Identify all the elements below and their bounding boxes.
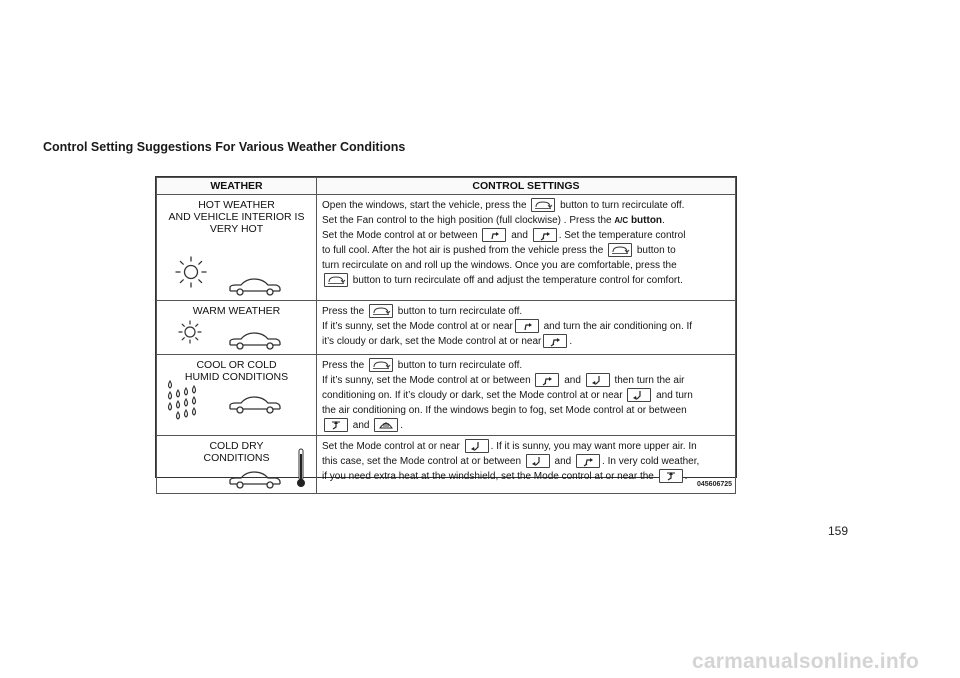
page-number: 159 [828,524,849,538]
control-cell-cool-humid [317,355,736,436]
header-control-settings: CONTROL SETTINGS [317,178,736,195]
table-row-hot [157,195,736,301]
control-line: If it’s sunny, set the Mode control at or between and then turn the air [322,375,685,386]
section-title: Control Setting Suggestions For Various Weather Conditions [43,140,406,154]
control-line: Open the windows, start the vehicle, press the button to turn recirculate off. [322,200,685,211]
table-row-warm [157,301,736,355]
recirculation-icon [369,358,393,372]
ac-label: A/C [614,216,629,225]
control-line: Press the button to turn recirculate off. [322,306,523,317]
control-cell-warm [317,301,736,355]
weather-cell-cool-humid [157,355,317,436]
control-line: conditioning on. If it’s cloudy or dark, set the Mode control at or near and turn [322,390,693,401]
bilevel-mode-icon [543,334,567,348]
control-line: the air conditioning on. If the windows begin to fog, set Mode control at or between [322,405,687,416]
weather-label-cold-dry: COLD DRY CONDITIONS [203,440,270,464]
thermometer-icon [296,448,306,488]
control-line: and . [322,418,730,433]
defrost-mode-icon [374,418,398,432]
control-line: it’s cloudy or dark, set the Mode control at or near . [322,336,573,347]
control-line: If it’s sunny, set the Mode control at or near and turn the air conditioning on. If [322,321,693,332]
sun-icon [177,319,203,345]
control-line: Set the Fan control to the high position (full clockwise) . Press the A/C button. [322,215,665,226]
bilevel-mode-icon [535,373,559,387]
car-icon [227,395,283,415]
control-line: button to turn recirculate off and adjust the temperature control for comfort. [322,273,730,288]
weather-control-table-figure [155,176,737,482]
car-icon [227,331,283,351]
button-word: button [630,215,663,226]
floor-mode-icon [627,388,651,402]
car-icon [227,277,283,297]
control-line: turn recirculate on and roll up the windows. Once you are comfortable, press the [322,260,677,271]
weather-label-cool-humid: COOL OR COLD HUMID CONDITIONS [184,359,289,383]
floor-mode-icon [586,373,610,387]
control-line: this case, set the Mode control at or between and . In very cold weather, [322,456,700,467]
control-cell-hot [317,195,736,301]
recirculation-icon [608,243,632,257]
figure-code: 045606725 [697,481,733,488]
sun-icon [174,255,208,289]
floor-mode-icon [465,439,489,453]
header-weather: WEATHER [157,178,317,195]
control-cell-cold-dry [317,436,736,494]
mix-mode-icon [324,418,348,432]
control-line: to full cool. After the hot air is pushed from the vehicle press the button to [322,245,676,256]
recirculation-icon [324,273,348,287]
weather-control-table [156,177,736,494]
watermark: carmanualsonline.info [692,650,920,673]
bilevel-mode-icon [533,228,557,242]
panel-mode-icon [515,319,539,333]
table-row-cool-humid [157,355,736,436]
recirculation-icon [369,304,393,318]
control-line: Press the button to turn recirculate off. [322,360,523,371]
control-line: Set the Mode control at or near . If it is sunny, you may want more upper air. In [322,441,697,452]
floor-mode-icon [526,454,550,468]
table-header-row [157,178,736,195]
car-icon [227,470,283,490]
weather-cell-cold-dry [157,436,317,494]
control-line: Set the Mode control at or between and . Set the temperature control [322,230,686,241]
bilevel-mode-icon [576,454,600,468]
weather-cell-warm [157,301,317,355]
table-row-cold-dry [157,436,736,494]
mix-mode-icon [659,469,683,483]
weather-label-hot: HOT WEATHER AND VEHICLE INTERIOR IS VERY HOT [168,199,305,235]
weather-label-warm: WARM WEATHER [192,305,281,317]
recirculation-icon [531,198,555,212]
raindrops-icon [165,379,205,423]
panel-mode-icon [482,228,506,242]
control-line: if you need extra heat at the windshield, set the Mode control at or near the . [322,471,688,482]
weather-cell-hot [157,195,317,301]
